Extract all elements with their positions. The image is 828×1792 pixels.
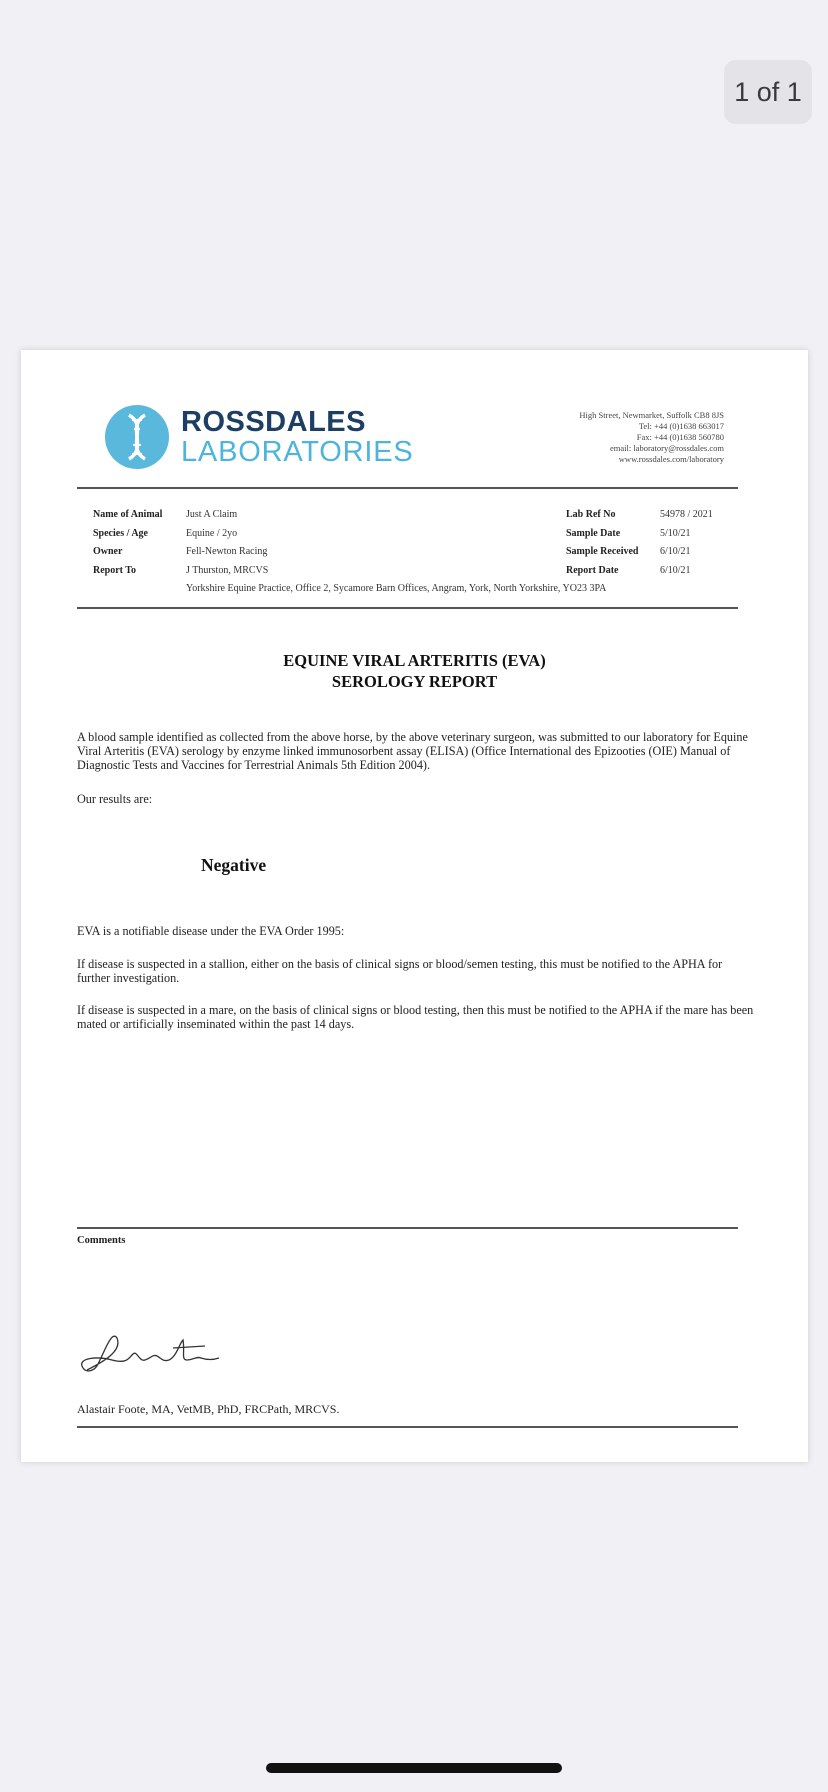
notice-paragraph: If disease is suspected in a mare, on the basis of clinical signs or blood testing, then this must be notified to the APHA if the mare has been mated or artificially inseminated within the past 14 days.: [77, 1003, 754, 1031]
detail-label: Species / Age: [93, 527, 148, 539]
details-values-left: [186, 506, 606, 599]
lab-address: [579, 410, 724, 465]
detail-value: Fell-Newton Racing: [186, 546, 268, 557]
document-page: [21, 350, 808, 1462]
dna-logo-icon: [105, 405, 169, 469]
details-values-right: [660, 506, 713, 580]
detail-label: Sample Date: [566, 527, 621, 539]
logo-wordmark-line1: ROSSDALES: [181, 406, 366, 438]
results-intro: Our results are:: [77, 792, 153, 806]
report-subtitle: SEROLOGY REPORT: [331, 672, 498, 691]
detail-label: Lab Ref No: [566, 509, 616, 520]
detail-value: 54978 / 2021: [660, 509, 713, 520]
detail-label: Report To: [93, 564, 137, 576]
result-value: Negative: [201, 855, 267, 875]
logo-wordmark-line2: LABORATORIES: [181, 436, 414, 468]
address-line: Tel: +44 (0)1638 663017: [638, 421, 724, 431]
report-title: EQUINE VIRAL ARTERITIS (EVA): [283, 651, 546, 670]
address-line: www.rossdales.com/laboratory: [618, 454, 724, 464]
page-counter: 1 of 1: [724, 60, 812, 124]
notice-paragraph: EVA is a notifiable disease under the EVA Order 1995:: [77, 924, 345, 938]
notice-paragraph: If disease is suspected in a stallion, either on the basis of clinical signs or blood/semen testing, this must be notified to the APHA for further investigation.: [77, 957, 723, 985]
signatory-name: Alastair Foote, MA, VetMB, PhD, FRCPath, MRCVS.: [77, 1402, 340, 1416]
home-indicator[interactable]: [266, 1763, 562, 1773]
report-to-address: Yorkshire Equine Practice, Office 2, Sycamore Barn Offices, Angram, York, North Yorkshire, YO23 3PA: [186, 583, 607, 594]
detail-label: Sample Received: [566, 546, 639, 557]
detail-value: 6/10/21: [660, 546, 691, 557]
address-line: Fax: +44 (0)1638 560780: [636, 432, 724, 442]
divider: [77, 487, 738, 489]
detail-value: Equine / 2yo: [186, 527, 238, 539]
divider: [77, 1227, 738, 1229]
divider: [77, 607, 738, 609]
detail-value: J Thurston, MRCVS: [186, 564, 269, 576]
address-line: email: laboratory@rossdales.com: [609, 443, 724, 453]
signature: [77, 1330, 247, 1380]
detail-label: Report Date: [566, 564, 619, 576]
details-labels-right: [566, 506, 639, 580]
details-labels-left: [93, 506, 162, 580]
comments-label: Comments: [77, 1235, 126, 1246]
address-line: High Street, Newmarket, Suffolk CB8 8JS: [579, 410, 724, 420]
detail-value: Just A Claim: [186, 509, 238, 520]
detail-label: Owner: [93, 546, 123, 557]
intro-paragraph: A blood sample identified as collected from the above horse, by the above veterinary surgeon, was submitted to our laboratory for Equine Viral Arteritis (EVA) serology by enzyme linked immunosorbent assay (ELISA) (Office International des Epizooties (OIE) Manual of Diagnostic Tests and Vaccines for Terrestrial Animals 5th Edition 2004).: [77, 730, 748, 772]
detail-value: 6/10/21: [660, 564, 691, 576]
detail-label: Name of Animal: [93, 509, 163, 520]
divider: [77, 1426, 738, 1428]
detail-value: 5/10/21: [660, 527, 691, 539]
